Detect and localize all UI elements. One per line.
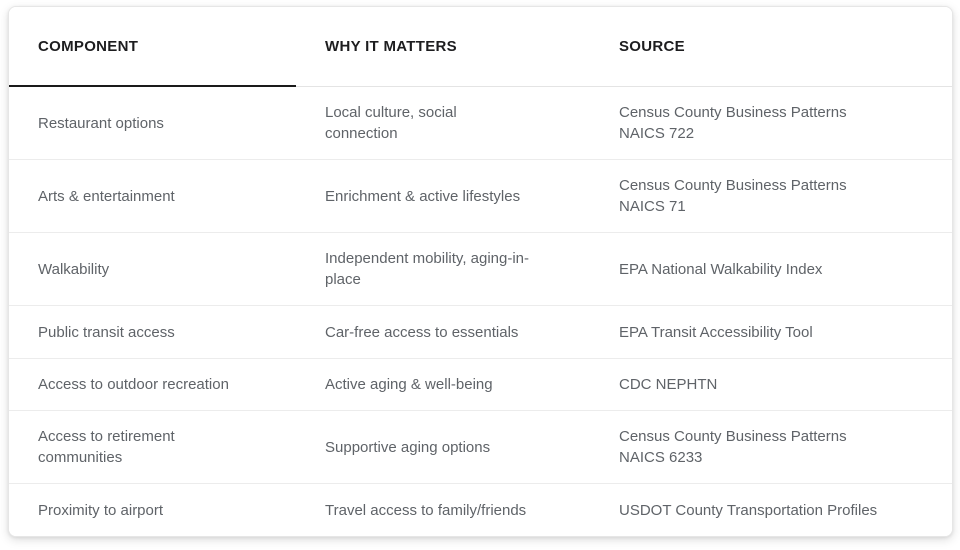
component-cell bbox=[9, 359, 296, 412]
component-cell bbox=[9, 160, 296, 233]
source-cell bbox=[590, 306, 952, 359]
table-row bbox=[9, 87, 952, 160]
component-cell bbox=[9, 484, 296, 536]
source-text: EPA National Walkability Index bbox=[619, 260, 823, 278]
source-text: CDC NEPHTN bbox=[619, 376, 718, 394]
why-text: Car-free access to essentials bbox=[325, 323, 519, 341]
source-cell bbox=[590, 484, 952, 536]
component-text: Proximity to airport bbox=[38, 501, 164, 519]
source-text: Census County Business Patterns NAICS 71 bbox=[619, 177, 847, 215]
why-text: Local culture, social connection bbox=[325, 104, 457, 142]
table-row bbox=[9, 359, 952, 412]
column-header-why-it-matters bbox=[296, 7, 590, 87]
table-header-row bbox=[9, 7, 952, 87]
data-table bbox=[9, 7, 952, 536]
why-cell bbox=[296, 306, 590, 359]
table-row bbox=[9, 411, 952, 484]
source-cell bbox=[590, 359, 952, 412]
source-text: USDOT County Transportation Profiles bbox=[619, 501, 878, 519]
why-text: Travel access to family/friends bbox=[325, 501, 527, 519]
component-text: Public transit access bbox=[38, 323, 175, 341]
source-cell bbox=[590, 233, 952, 306]
column-header-label: COMPONENT bbox=[38, 37, 139, 55]
table-row bbox=[9, 160, 952, 233]
column-header-component bbox=[9, 7, 296, 87]
why-text: Independent mobility, aging-in-place bbox=[325, 250, 530, 288]
table-row bbox=[9, 484, 952, 536]
why-cell bbox=[296, 233, 590, 306]
component-text: Access to retirement communities bbox=[38, 428, 175, 467]
why-text: Enrichment & active lifestyles bbox=[325, 187, 521, 205]
source-cell bbox=[590, 160, 952, 233]
column-header-label: SOURCE bbox=[619, 38, 685, 56]
source-text: Census County Business Patterns NAICS 722 bbox=[619, 104, 847, 142]
why-cell bbox=[296, 87, 590, 160]
component-cell bbox=[9, 411, 296, 484]
why-cell bbox=[296, 411, 590, 484]
component-text: Arts & entertainment bbox=[38, 187, 175, 205]
component-cell bbox=[9, 306, 296, 359]
why-cell bbox=[296, 484, 590, 536]
column-header-label: WHY IT MATTERS bbox=[325, 38, 457, 56]
column-header-source bbox=[590, 7, 952, 87]
why-cell bbox=[296, 160, 590, 233]
table-row bbox=[9, 306, 952, 359]
component-cell bbox=[9, 87, 296, 160]
source-text: Census County Business Patterns NAICS 6233 bbox=[619, 428, 847, 467]
table-row bbox=[9, 233, 952, 306]
component-cell bbox=[9, 233, 296, 306]
component-text: Restaurant options bbox=[38, 114, 164, 132]
source-cell bbox=[590, 87, 952, 160]
source-text: EPA Transit Accessibility Tool bbox=[619, 323, 813, 341]
component-text: Access to outdoor recreation bbox=[38, 376, 229, 394]
component-text: Walkability bbox=[38, 260, 110, 278]
why-cell bbox=[296, 359, 590, 412]
table-card bbox=[8, 6, 953, 537]
why-text: Active aging & well-being bbox=[325, 376, 493, 394]
source-cell bbox=[590, 411, 952, 484]
why-text: Supportive aging options bbox=[325, 438, 491, 456]
